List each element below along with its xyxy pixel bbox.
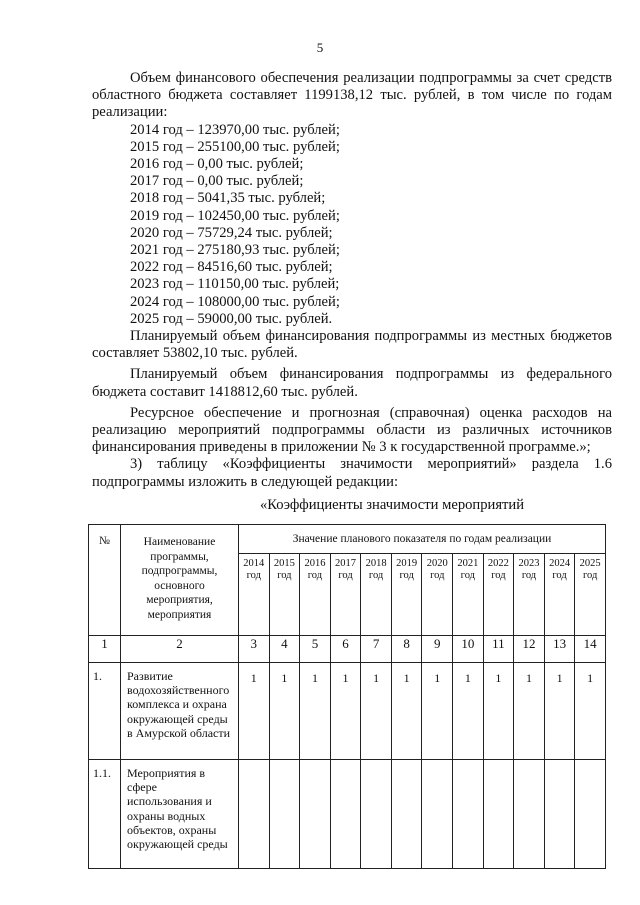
table-row: [89, 663, 606, 760]
header-year: 2014 год: [239, 554, 270, 636]
page-number: 5: [316, 40, 324, 55]
row-value: [330, 760, 361, 869]
row-value: [269, 760, 300, 869]
header-year: 2020 год: [422, 554, 453, 636]
year-line: 2021 год – 275180,93 тыс. рублей;: [130, 242, 340, 259]
column-numbers-row: [89, 636, 606, 663]
column-number: 6: [330, 636, 361, 663]
row-value: 1: [239, 663, 270, 760]
header-name: Наименование программы, подпрограммы, основного мероприятия, мероприятия: [121, 525, 239, 636]
column-number: 1: [89, 636, 121, 663]
column-number: 7: [361, 636, 392, 663]
row-value: 1: [483, 663, 514, 760]
column-number: 5: [300, 636, 331, 663]
row-value: 1: [514, 663, 545, 760]
year-line: 2023 год – 110150,00 тыс. рублей;: [130, 276, 340, 293]
coefficients-table: [88, 524, 606, 869]
year-line: 2022 год – 84516,60 тыс. рублей;: [130, 259, 333, 276]
row-value: 1: [269, 663, 300, 760]
column-number: 4: [269, 636, 300, 663]
column-number: 13: [544, 636, 575, 663]
year-list: [92, 122, 612, 328]
header-year: 2016 год: [300, 554, 331, 636]
year-line: 2014 год – 123970,00 тыс. рублей;: [130, 121, 340, 138]
header-year: 2017 год: [330, 554, 361, 636]
header-year: 2023 год: [514, 554, 545, 636]
row-value: [391, 760, 422, 869]
row-value: 1: [544, 663, 575, 760]
header-year: 2025 год: [575, 554, 606, 636]
header-year: 2018 год: [361, 554, 392, 636]
paragraph-resource: Ресурсное обеспечение и прогнозная (справочная) оценка расходов на реализацию мероприятий подпрограммы области из различных источников финансирования приведены в приложении № 3 к государственной программе.»;: [92, 404, 612, 456]
year-line: 2015 год – 255100,00 тыс. рублей;: [130, 138, 340, 155]
row-value: [422, 760, 453, 869]
year-line: 2019 год – 102450,00 тыс. рублей;: [130, 207, 340, 224]
header-year: 2015 год: [269, 554, 300, 636]
row-value: [453, 760, 484, 869]
row-value: 1: [391, 663, 422, 760]
column-number: 11: [483, 636, 514, 663]
paragraph-local: Планируемый объем финансирования подпрограммы из местных бюджетов составляет 53802,10 тыс. рублей.: [92, 328, 612, 362]
paragraph-item3: 3) таблицу «Коэффициенты значимости мероприятий» раздела 1.6 подпрограммы изложить в следующей редакции:: [92, 456, 612, 490]
year-line: 2020 год – 75729,24 тыс. рублей;: [130, 224, 333, 241]
row-number: 1.1.: [89, 760, 121, 869]
row-value: [361, 760, 392, 869]
header-number: №: [89, 525, 121, 636]
row-value: [300, 760, 331, 869]
year-line: 2024 год – 108000,00 тыс. рублей;: [130, 293, 340, 310]
row-value: [483, 760, 514, 869]
header-year: 2019 год: [391, 554, 422, 636]
column-number: 2: [121, 636, 239, 663]
document-body: [92, 70, 612, 514]
table-row: [89, 760, 606, 869]
row-value: [239, 760, 270, 869]
row-name: Мероприятия в сфере использования и охраны водных объектов, охраны окружающей среды: [121, 760, 239, 869]
row-number: 1.: [89, 663, 121, 760]
row-value: 1: [300, 663, 331, 760]
header-year: 2021 год: [453, 554, 484, 636]
header-plan-values: Значение планового показателя по годам реализации: [239, 525, 606, 554]
table-header-row: [89, 525, 606, 554]
year-line: 2018 год – 5041,35 тыс. рублей;: [130, 190, 326, 207]
row-name: Развитие водохозяйственного комплекса и охрана окружающей среды в Амурской области: [121, 663, 239, 760]
row-value: [575, 760, 606, 869]
year-line: 2025 год – 59000,00 тыс. рублей.: [130, 310, 333, 327]
table-caption: «Коэффициенты значимости мероприятий: [259, 496, 525, 513]
column-number: 9: [422, 636, 453, 663]
column-number: 3: [239, 636, 270, 663]
row-value: 1: [575, 663, 606, 760]
column-number: 12: [514, 636, 545, 663]
row-value: 1: [330, 663, 361, 760]
row-value: [544, 760, 575, 869]
year-line: 2016 год – 0,00 тыс. рублей;: [130, 156, 304, 173]
header-year: 2024 год: [544, 554, 575, 636]
row-value: 1: [422, 663, 453, 760]
header-year: 2022 год: [483, 554, 514, 636]
column-number: 14: [575, 636, 606, 663]
paragraph-federal: Планируемый объем финансирования подпрограммы из федерального бюджета составит 1418812,60 тыс. рублей.: [92, 366, 612, 400]
year-line: 2017 год – 0,00 тыс. рублей;: [130, 173, 304, 190]
paragraph-intro: Объем финансового обеспечения реализации подпрограммы за счет средств областного бюджета составляет 1199138,12 тыс. рублей, в том числе по годам реализации:: [92, 70, 612, 121]
row-value: [514, 760, 545, 869]
row-value: 1: [361, 663, 392, 760]
row-value: 1: [453, 663, 484, 760]
column-number: 10: [453, 636, 484, 663]
column-number: 8: [391, 636, 422, 663]
